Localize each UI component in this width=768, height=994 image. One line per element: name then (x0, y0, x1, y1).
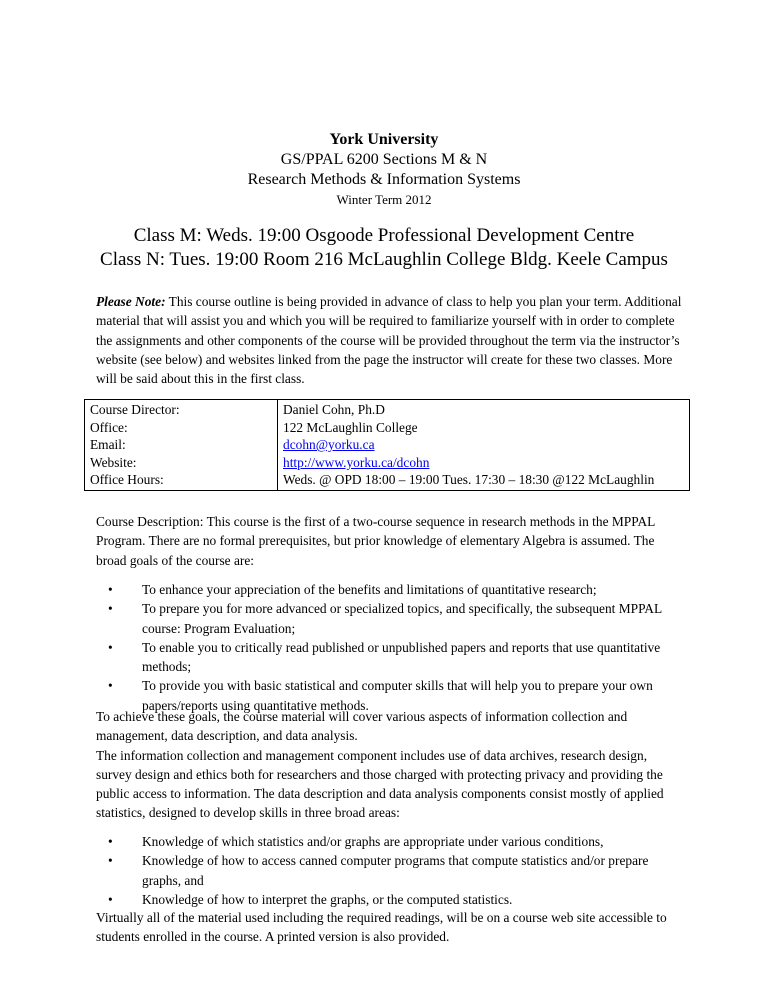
list-item: • To enhance your appreciation of the benefits and limitations of quantitative research; (96, 580, 686, 599)
bullet-icon: • (108, 891, 113, 907)
skills-list (96, 832, 686, 909)
list-item: • Knowledge of which statistics and/or graphs are appropriate under various conditions, (96, 832, 686, 851)
class-m-schedule: Class M: Weds. 19:00 Osgoode Professional Development Centre (133, 225, 635, 246)
course-code: GS/PPAL 6200 Sections M & N (280, 151, 488, 168)
label-office-hours: Office Hours: (90, 472, 164, 488)
course-content-paragraph (96, 707, 686, 823)
value-course-director: Daniel Cohn, Ph.D (283, 402, 385, 417)
list-item: • To provide you with basic statistical and computer skills that will help you to prepare your own papers/reports using quantitative methods. (108, 678, 653, 713)
website-link[interactable]: http://www.yorku.ca/dcohn (283, 454, 430, 470)
info-labels-cell (85, 400, 278, 491)
email-link[interactable]: dcohn@yorku.ca (283, 437, 375, 453)
university-name: York University (329, 131, 439, 148)
label-course-director: Course Director: (90, 402, 180, 417)
course-info-table (84, 399, 690, 491)
label-office: Office: (90, 419, 128, 435)
list-item: • To enable you to critically read published or unpublished papers and reports that use quantitative methods; (108, 639, 661, 675)
bullet-icon: • (108, 582, 113, 597)
label-email: Email: (90, 437, 126, 453)
value-office-hours: Weds. @ OPD 18:00 – 19:00 Tues. 17:30 – 18:30 @122 McLaughlin (283, 472, 655, 488)
list-item: • To prepare you for more advanced or specialized topics, and specifically, the subsequent MPPAL course: Program Evaluation; (108, 601, 662, 636)
value-office: 122 McLaughlin College (283, 419, 418, 435)
term: Winter Term 2012 (336, 192, 432, 207)
class-schedule (0, 224, 768, 272)
materials-paragraph: Virtually all of the material used including the required readings, will be on a course web site accessible to students enrolled in the course. A printed version is also provided. (96, 910, 667, 945)
label-website: Website: (90, 454, 137, 470)
advance-note (96, 292, 686, 388)
title-block (0, 130, 768, 209)
class-n-schedule: Class N: Tues. 19:00 Room 216 McLaughlin College Bldg. Keele Campus (100, 249, 668, 270)
bullet-icon: • (108, 834, 113, 849)
course-title: Research Methods & Information Systems (247, 171, 521, 188)
paragraph-components: The information collection and management component includes use of data archives, research design, survey design and ethics both for researchers and those charged with protecting privacy and providing the public access to information. The data description and data analysis components consist mostly of applied statistics, designed to develop skills in three broad areas: (96, 747, 664, 821)
paragraph-goals-intro: To achieve these goals, the course material will cover various aspects of information collection and management, data description, and data analysis. (96, 709, 628, 744)
bullet-icon: • (108, 853, 113, 869)
goals-list (96, 580, 686, 715)
course-description: Course Description: This course is the first of a two-course sequence in research methods in the MPPAL Program. There are no formal prerequisites, but prior knowledge of elementary Algebra is assumed. The broad goals of the course are: (96, 514, 655, 568)
bullet-icon: • (108, 678, 113, 694)
bullet-icon: • (108, 639, 113, 655)
note-text: This course outline is being provided in advance of class to help you plan your term. Additional material that will assist you and which you will be required to familiarize yourself with in order to complete the assignments and other components of the course will be provided throughout the term via the instructor’s website (see below) and websites linked from the page the instructor will create for these two classes. More will be said about this in the first class. (96, 294, 682, 387)
info-values-cell (278, 400, 690, 491)
list-item: • Knowledge of how to access canned computer programs that compute statistics and/or prepare graphs, and (108, 853, 649, 888)
list-item: • Knowledge of how to interpret the graphs, or the computed statistics. (96, 890, 686, 909)
note-lead: Please Note: (96, 294, 166, 309)
bullet-icon: • (108, 601, 113, 617)
